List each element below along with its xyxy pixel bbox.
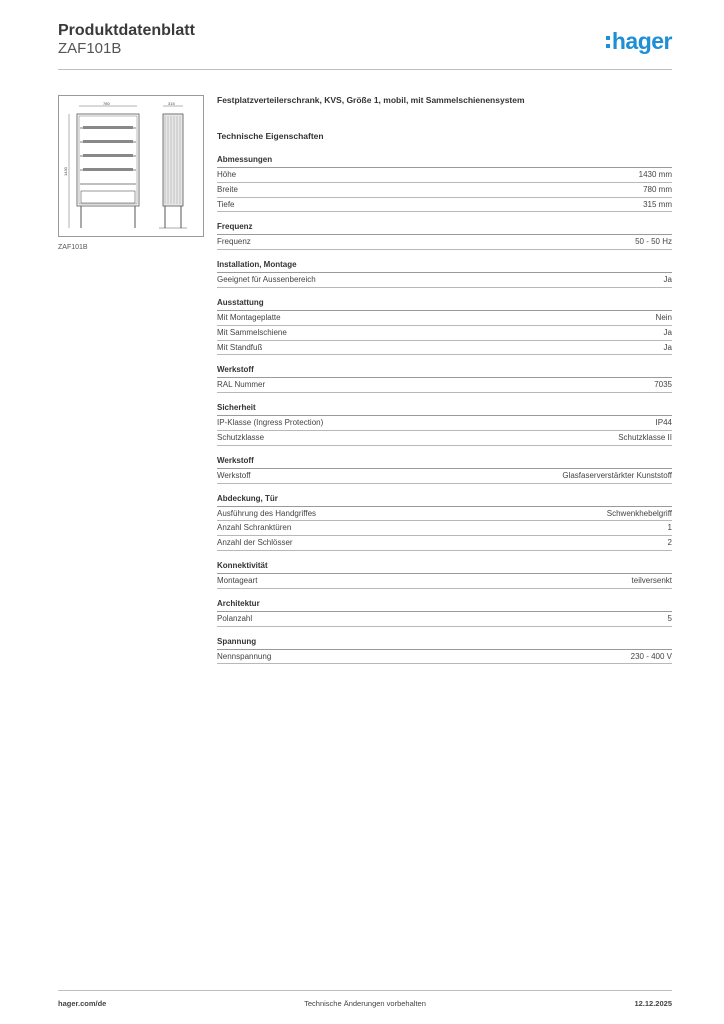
spec-row (217, 198, 672, 213)
spec-row (217, 416, 672, 431)
spec-group (217, 403, 672, 446)
spec-value: 5 (667, 613, 672, 623)
spec-row (217, 507, 672, 522)
dim-depth-label: 315 (168, 101, 175, 106)
spec-row (217, 168, 672, 183)
spec-label: Anzahl der Schlösser (217, 538, 293, 548)
spec-value: 315 mm (643, 199, 672, 209)
group-title: Werkstoff (217, 365, 672, 378)
logo-dots-icon (606, 34, 610, 50)
spec-group (217, 599, 672, 627)
spec-row (217, 650, 672, 665)
spec-label: Mit Sammelschiene (217, 327, 287, 337)
spec-groups (217, 155, 672, 664)
spec-value: 7035 (654, 380, 672, 390)
spec-label: Mit Standfuß (217, 342, 263, 352)
spec-value: 1 (667, 523, 672, 533)
page-header (58, 20, 672, 70)
spec-group (217, 260, 672, 288)
section-heading: Technische Eigenschaften (217, 131, 324, 141)
spec-group (217, 561, 672, 589)
group-title: Konnektivität (217, 561, 672, 574)
group-title: Werkstoff (217, 456, 672, 469)
spec-label: Werkstoff (217, 470, 251, 480)
spec-group (217, 298, 672, 355)
spec-value: Ja (663, 327, 672, 337)
group-title: Spannung (217, 637, 672, 650)
spec-row (217, 536, 672, 551)
spec-value: Ja (663, 342, 672, 352)
dim-height-label: 1430 (63, 167, 68, 176)
drawing-caption: ZAF101B (58, 244, 88, 251)
spec-label: Anzahl Schranktüren (217, 523, 292, 533)
group-title: Installation, Montage (217, 260, 672, 273)
spec-group (217, 365, 672, 393)
logo-text: hager (611, 28, 672, 54)
spec-label: Mit Montageplatte (217, 312, 281, 322)
spec-label: Nennspannung (217, 651, 272, 661)
spec-value: 230 - 400 V (630, 651, 672, 661)
technical-drawing (58, 95, 204, 237)
group-title: Ausstattung (217, 298, 672, 311)
spec-label: Breite (217, 184, 238, 194)
spec-label: Polanzahl (217, 613, 253, 623)
spec-value: 1430 mm (638, 170, 672, 179)
spec-group (217, 494, 672, 551)
spec-row (217, 183, 672, 198)
spec-row (217, 273, 672, 288)
document-title: Produktdatenblatt (58, 22, 195, 39)
spec-value: 2 (667, 538, 672, 548)
spec-group (217, 222, 672, 250)
spec-label: Geeignet für Aussenbereich (217, 275, 316, 285)
spec-value: IP44 (655, 418, 672, 428)
footer-website[interactable]: hager.com/de (58, 999, 107, 1008)
group-title: Abdeckung, Tür (217, 494, 672, 507)
spec-label: Frequenz (217, 237, 251, 247)
group-title: Sicherheit (217, 403, 672, 416)
spec-value: Schutzklasse II (618, 432, 672, 442)
spec-label: Höhe (217, 170, 237, 179)
spec-label: IP-Klasse (Ingress Protection) (217, 418, 324, 428)
spec-row (217, 341, 672, 356)
footer-notice: Technische Änderungen vorbehalten (304, 999, 426, 1008)
spec-row (217, 311, 672, 326)
spec-group (217, 637, 672, 665)
product-code: ZAF101B (58, 40, 122, 57)
spec-label: Montageart (217, 575, 258, 585)
spec-row (217, 235, 672, 250)
spec-value: Glasfaserverstärkter Kunststoff (562, 470, 672, 480)
spec-row (217, 378, 672, 393)
spec-label: Ausführung des Handgriffes (217, 508, 317, 518)
group-title: Abmessungen (217, 155, 672, 168)
spec-value: 50 - 50 Hz (635, 237, 672, 247)
spec-content (217, 95, 672, 674)
group-title: Frequenz (217, 222, 672, 235)
spec-value: 780 mm (643, 184, 672, 194)
dim-width-label: 780 (103, 101, 110, 106)
spec-value: Ja (663, 275, 672, 285)
spec-label: RAL Nummer (217, 380, 266, 390)
group-title: Architektur (217, 599, 672, 612)
product-description: Festplatzverteilerschrank, KVS, Größe 1, mobil, mit Sammelschienensystem (217, 95, 525, 105)
spec-label: Schutzklasse (217, 432, 265, 442)
page-footer (58, 990, 672, 1014)
spec-row (217, 521, 672, 536)
spec-group (217, 456, 672, 484)
spec-label: Tiefe (217, 199, 235, 209)
spec-row (217, 431, 672, 446)
spec-value: Nein (655, 312, 672, 322)
hager-logo (606, 28, 672, 55)
spec-group (217, 155, 672, 212)
spec-value: teilversenkt (631, 575, 672, 585)
footer-date: 12.12.2025 (634, 999, 672, 1008)
spec-row (217, 574, 672, 589)
spec-value: Schwenkhebelgriff (606, 508, 672, 518)
cabinet-drawing-svg (59, 96, 203, 236)
spec-row (217, 612, 672, 627)
spec-row (217, 469, 672, 484)
spec-row (217, 326, 672, 341)
